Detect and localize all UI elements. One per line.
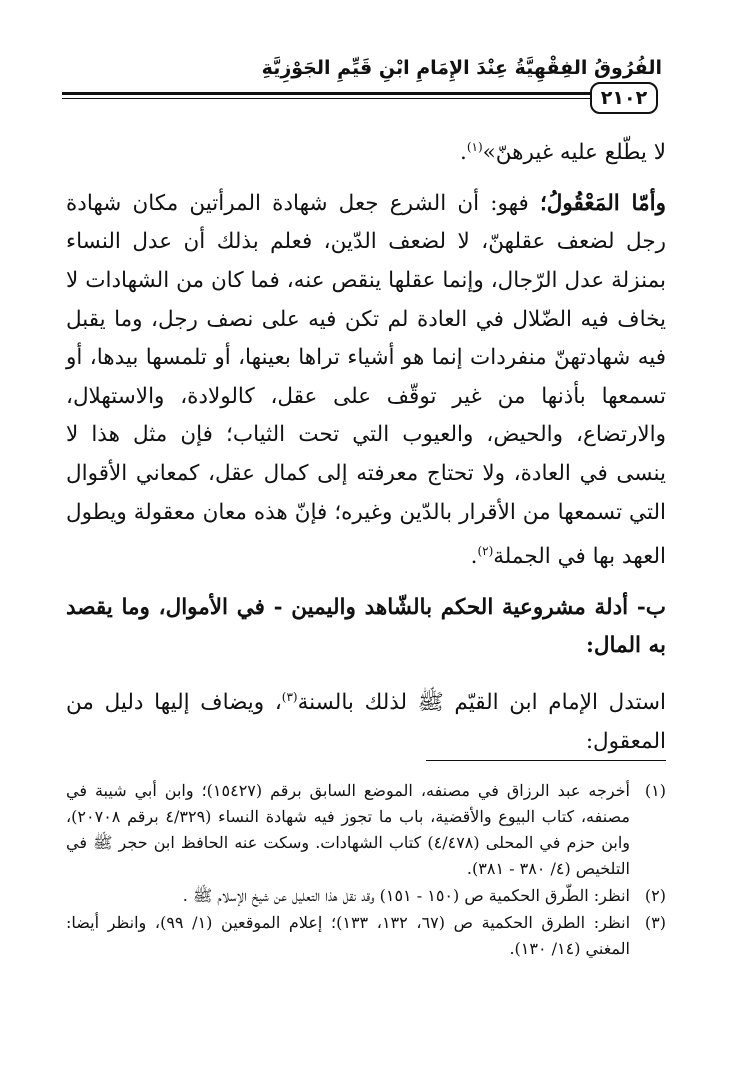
footnote-text: أخرجه عبد الرزاق في مصنفه، الموضع السابق برقم (١٥٤٢٧)؛ وابن أبي شيبة في مصنفه، كتاب البيوع والأقضية، باب ما تجوز فيه شهادة النساء (٤/٣٢٩ برقم ٢٠٧٠٨)، وابن حزم في المحلى (٤/٤٧٨) كتاب الشهادات. وسكت عنه الحافظ ابن حجر ﷺ في التلخيص (٤/ ٣٨٠ - ٣٨١). [66,781,631,878]
paragraph-lead: وأمّا المَعْقُولُ؛ [539,190,666,216]
evidence-text: استدل الإمام ابن القيّم ﷺ لذلك بالسنة [297,690,666,716]
footnote [66,778,666,882]
page-header [62,52,662,116]
paragraph-reasoning: وأمّا المَعْقُولُ؛ فهو: أن الشرع جعل شهادة المرأتين مكان شهادة رجل لضعف عقلهنّ، لا لضعف الدّين، فعلم بذلك أن عدل النساء بمنزلة عدل الرّجال، وإنما عقلها ينقص عنه، فما كان من الشهادات لا يخاف فيه الضّلال في العادة لم تكن فيه على نصف رجل، وما يقبل فيه شهادتهنّ منفردات إنما هو أشياء تراها بعينها، أو تلمسها بيدها، أو تسمعها بأذنها من غير توقّف على عقل، كالولادة، والاستهلال، والارتضاع، والحيض، والعيوب التي تحت الثياب؛ فإن مثل هذا لا ينسى في العادة، ولا تحتاج معرفته إلى كمال عقل، كمعاني الأقوال التي تسمعها من الأقرار بالدّين وغيره؛ فإنّ هذه معان معقولة ويطول العهد بها في الجملة$^{(٢)}$. [66,190,666,570]
footnotes [66,778,666,963]
header-rule-thin [62,98,602,99]
footnote-ref-3: (٣) [281,690,298,705]
footnote-separator [426,760,666,761]
main-text [66,128,666,761]
evidence-text-continued: ، ويضاف إليها دليل من المعقول: [66,690,666,754]
footnote-number: (٢) [644,886,666,905]
footnote-ref-1: (١) [466,140,483,154]
page-number: ٢١٠٢ [590,82,658,114]
footnote-text: انظر: الطّرق الحكمية ص (١٥٠ - ١٥١) وقد نقل هذا التعليل عن شيخ الإسلام ﷺ . [182,886,630,905]
footnote-ref-2: (٢) [477,544,494,559]
quote-end: لا يطّلع عليه غيرهنّ» [482,140,666,166]
footnote [66,883,666,909]
header-rule [62,92,602,95]
text-line-quote: لا يطّلع عليه غيرهنّ»$^{(١)}$. [459,140,666,166]
footnote [66,910,666,962]
footnote-number: (٣) [644,913,666,932]
footnote-number: (١) [644,781,666,800]
paragraph-evidence [66,678,666,761]
footnote-text: انظر: الطرق الحكمية ص (٦٧، ١٣٢، ١٣٣)؛ إعلام الموقعين (١/ ٩٩)، وانظر أيضا: المغني (١٤/ ١٣٠). [66,913,631,958]
paragraph-body: فهو: أن الشرع جعل شهادة المرأتين مكان شهادة رجل لضعف عقلهنّ، لا لضعف الدّين، فعلم بذلك أن عدل النساء بمنزلة عدل الرّجال، وإنما عقلها ينقص عنه، فما كان من الشهادات لا يخاف فيه الضّلال في العادة لم تكن فيه على نصف رجل، وما يقبل فيه شهادتهنّ منفردات إنما هو أشياء تراها بعينها، أو تلمسها بيدها، أو تسمعها بأذنها من غير توقّف على عقل، كالولادة، والاستهلال، والارتضاع، والحيض، والعيوب التي تحت الثياب؛ فإن مثل هذا لا ينسى في العادة، ولا تحتاج معرفته إلى كمال عقل، كمعاني الأقوال التي تسمعها من الأقرار بالدّين وغيره؛ فإنّ هذه معان معقولة ويطول العهد بها في الجملة [66,190,666,570]
running-title: الفُرُوقُ الفِقْهِيَّةُ عِنْدَ الإِمَامِ ابْنِ قَيِّمِ الجَوْزِيَّةِ [261,57,662,79]
section-heading: ب- أدلة مشروعية الحكم بالشّاهد واليمين - في الأموال، وما يقصد به المال: [66,594,666,659]
